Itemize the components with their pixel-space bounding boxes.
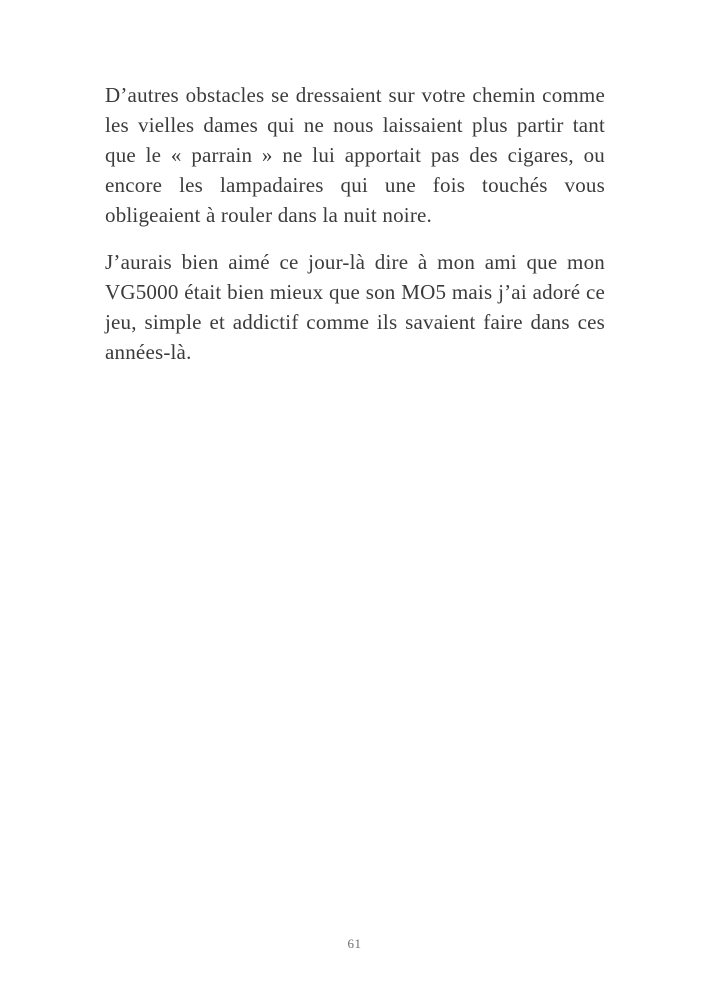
- page-number: 61: [347, 936, 362, 951]
- text-block: [105, 80, 605, 384]
- paragraph-1: D’autres obstacles se dressaient sur votre chemin comme les vielles dames qui ne nous laissaient plus partir tant que le « parrain » ne lui apportait pas des cigares, ou encore les lampadaires qui une fois touchés vous obligeaient à rouler dans la nuit noire.: [105, 83, 605, 227]
- paragraph-2: J’aurais bien aimé ce jour-là dire à mon ami que mon VG5000 était bien mieux que son MO5 mais j’ai adoré ce jeu, simple et addictif comme ils savaient faire dans ces années-là.: [105, 250, 605, 364]
